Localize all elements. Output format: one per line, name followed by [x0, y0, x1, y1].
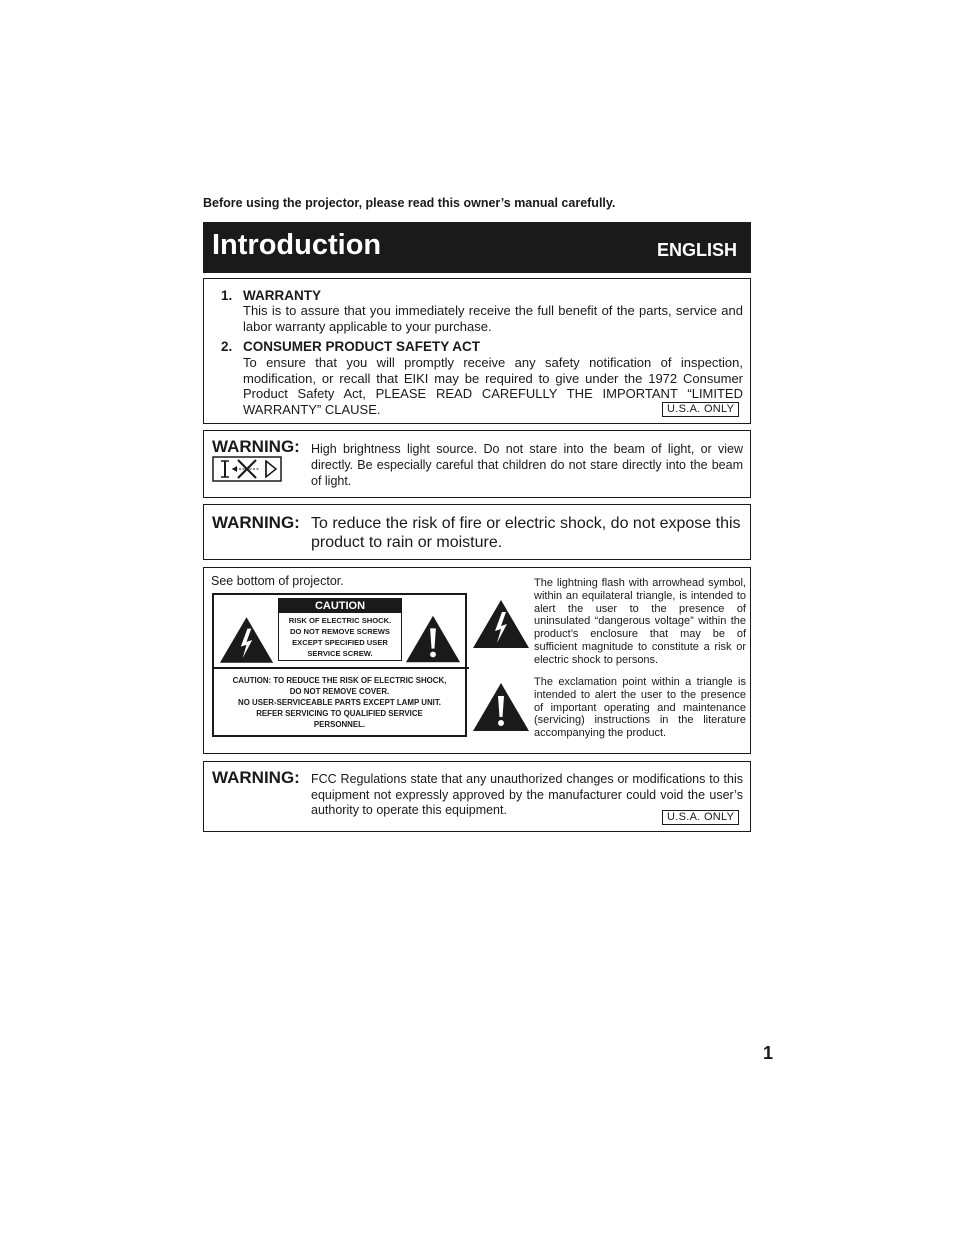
panel-divider — [214, 667, 469, 669]
caution-block — [278, 598, 402, 661]
warning-label: WARNING: — [212, 437, 300, 456]
light-warning-text: High brightness light source. Do not stare into the beam of light, or view directly. Be especially careful that children do not stare directly into the beam of light. — [311, 442, 743, 488]
exclamation-explanation: The exclamation point within a triangle is intended to alert the user to the presence of important operating and maintenance (servicing) instructions in the literature accompanying the product. — [534, 676, 746, 740]
lightning-explanation: The lightning flash with arrowhead symbol, within an equilateral triangle, is intended to alert the user to the presence of uninsulated “dangerous voltage” within the product’s enclosure that may be of sufficient magnitude to constitute a risk or electric shock to persons. — [534, 577, 746, 666]
caution-heading: CAUTION — [279, 599, 401, 613]
safety-act-heading: 2. CONSUMER PRODUCT SAFETY ACT — [221, 339, 481, 354]
page-title: Introduction — [212, 229, 382, 261]
usa-only-badge: U.S.A. ONLY — [662, 810, 739, 825]
lightning-warning-icon — [218, 615, 275, 665]
page-number: 1 — [763, 1043, 774, 1063]
exclamation-warning-icon — [404, 613, 462, 665]
rain-warning-box — [203, 504, 751, 560]
caution-box — [203, 567, 751, 754]
header-note: Before using the projector, please read this owner’s manual carefully. — [203, 196, 616, 210]
see-bottom-note: See bottom of projector. — [211, 574, 344, 588]
fcc-warning-box — [203, 761, 751, 832]
warning-label: WARNING: — [212, 768, 300, 787]
lightning-symbol-icon — [471, 598, 531, 650]
warranty-heading: 1. WARRANTY — [221, 288, 321, 303]
fcc-warning-text: FCC Regulations state that any unauthorized changes or modifications to this equipment not expressly approved by the manufacturer could void the user’s authority to operate this equipment. — [311, 772, 743, 817]
warranty-box — [203, 278, 751, 424]
title-bar — [203, 222, 751, 273]
no-stare-beam-icon — [212, 456, 282, 482]
caution-bottom-text: CAUTION: TO REDUCE THE RISK OF ELECTRIC SHOCK, DO NOT REMOVE COVER. NO USER-SERVICEABLE PARTS EXCEPT LAMP UNIT. REFER SERVICING TO QUALIFIED SERVICE PERSONNEL. — [232, 676, 447, 729]
safety-act-text: To ensure that you will promptly receive any safety notification of inspection, modification, or recall that EIKI may be required to give under the 1972 Consumer Product Safety Act, PLEASE READ CAREFULLY THE IMPORTANT “LIMITED WARRANTY” CLAUSE. — [243, 355, 743, 417]
usa-only-badge: U.S.A. ONLY — [662, 402, 739, 417]
caution-small-text: RISK OF ELECTRIC SHOCK. DO NOT REMOVE SCREWS EXCEPT SPECIFIED USER SERVICE SCREW. — [288, 616, 392, 658]
warranty-text: This is to assure that you immediately receive the full benefit of the parts, service and labor warranty applicable to your purchase. — [243, 303, 743, 334]
language-label: ENGLISH — [656, 240, 737, 260]
caution-label-panel — [212, 593, 467, 737]
exclamation-symbol-icon — [471, 681, 531, 733]
light-warning-box — [203, 430, 751, 498]
warning-label: WARNING: — [212, 513, 300, 532]
rain-warning-text: To reduce the risk of fire or electric shock, do not expose this product to rain or moisture. — [311, 515, 741, 551]
